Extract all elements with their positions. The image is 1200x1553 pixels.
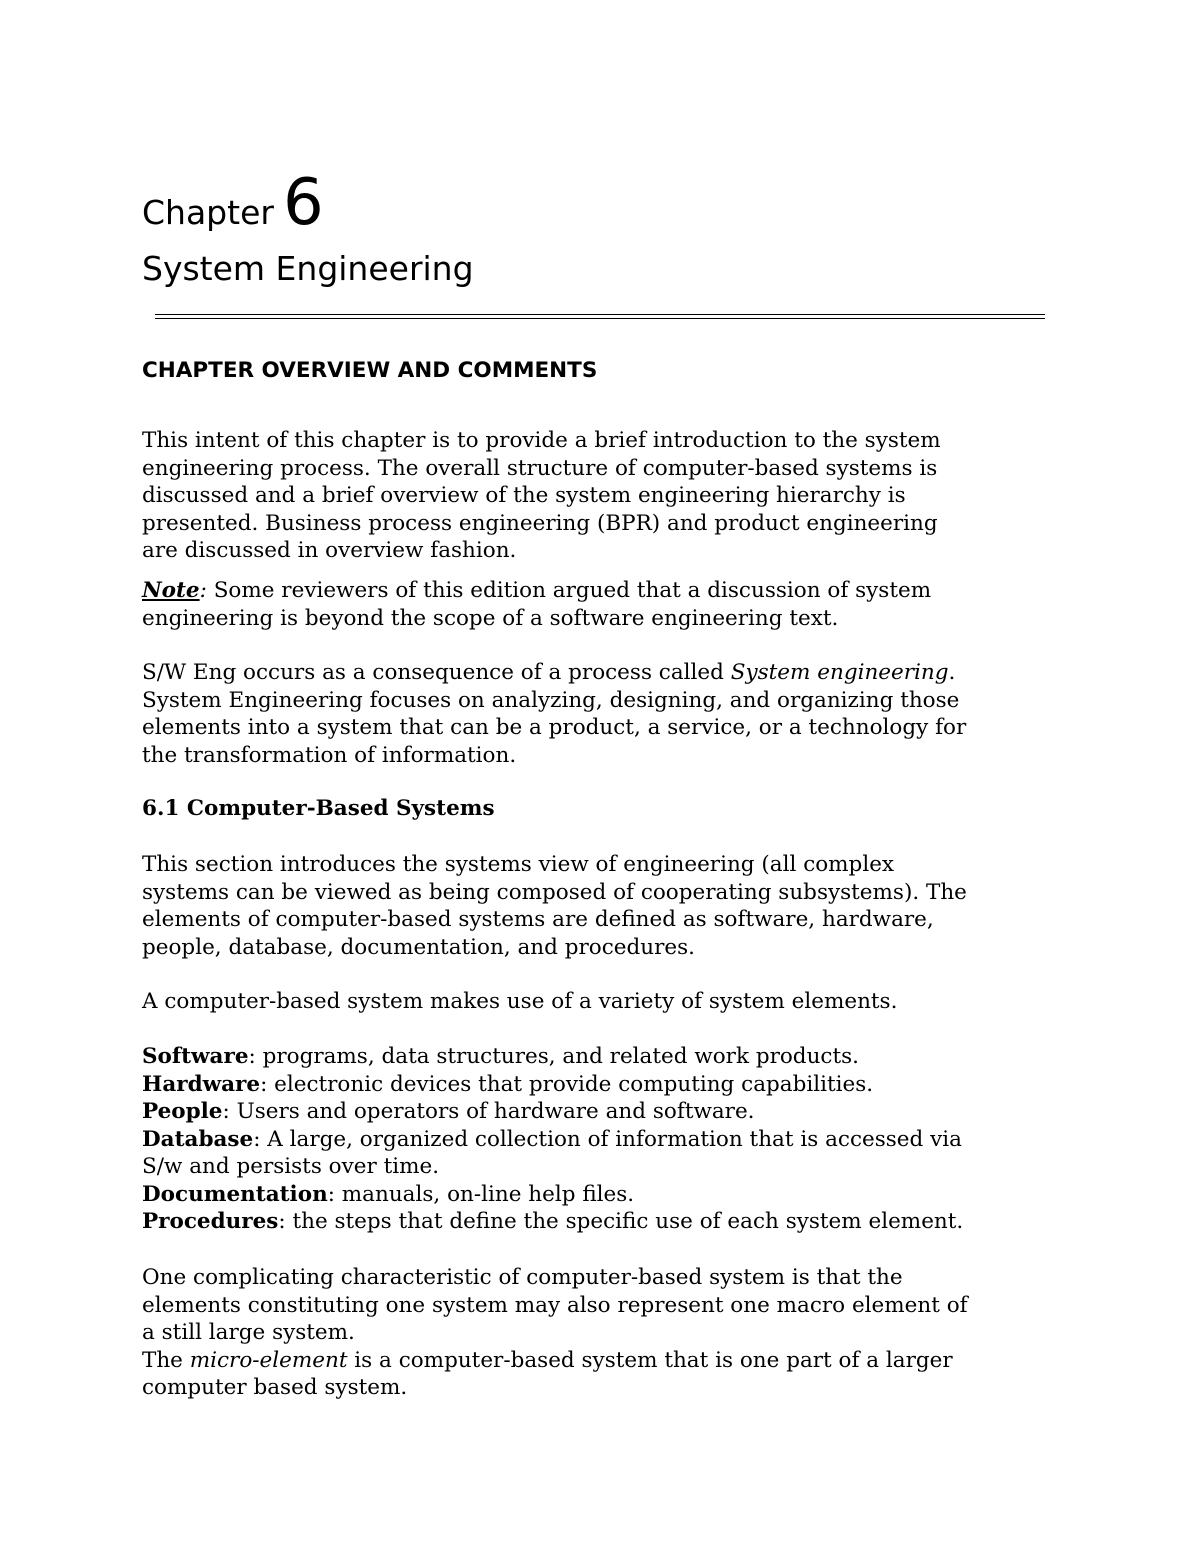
element-desc: : the steps that define the specific use of each system element. bbox=[278, 1209, 964, 1234]
note-paragraph bbox=[142, 577, 1062, 632]
element-desc: : programs, data structures, and related work products. bbox=[248, 1044, 859, 1069]
section-intro-paragraph bbox=[142, 851, 1062, 961]
paragraph-line: discussed and a brief overview of the system engineering hierarchy is bbox=[142, 483, 906, 508]
section-heading: 6.1 Computer-Based Systems bbox=[142, 796, 495, 821]
note-colon: : bbox=[199, 578, 207, 603]
title-divider bbox=[155, 314, 1045, 319]
chapter-number: 6 bbox=[283, 166, 324, 240]
element-item-hardware bbox=[142, 1071, 1062, 1099]
element-desc: S/w and persists over time. bbox=[142, 1154, 440, 1179]
paragraph-line: System Engineering focuses on analyzing, designing, and organizing those bbox=[142, 687, 960, 713]
text-run: The bbox=[142, 1347, 190, 1373]
paragraph-line: computer based system. bbox=[142, 1375, 408, 1400]
paragraph-line: This intent of this chapter is to provide a brief introduction to the system bbox=[142, 428, 941, 453]
text-run: . bbox=[948, 660, 956, 685]
text-run: is a computer-based system that is one part of a larger bbox=[347, 1347, 953, 1373]
paragraph-line: a still large system. bbox=[142, 1320, 355, 1345]
element-item-database bbox=[142, 1126, 1062, 1154]
element-term: Procedures bbox=[142, 1209, 279, 1234]
note-label: Note bbox=[142, 578, 200, 603]
system-engineering-paragraph bbox=[142, 659, 1062, 769]
element-desc: : electronic devices that provide computing capabilities. bbox=[260, 1071, 874, 1097]
emphasis-text: micro-element bbox=[189, 1347, 348, 1373]
element-desc: : Users and operators of hardware and software. bbox=[222, 1099, 755, 1124]
paragraph-line: presented. Business process engineering (BPR) and product engineering bbox=[142, 510, 938, 536]
note-line bbox=[142, 577, 1062, 605]
overview-heading: CHAPTER OVERVIEW AND COMMENTS bbox=[142, 358, 598, 383]
element-term: Hardware bbox=[142, 1071, 261, 1097]
paragraph-line: One complicating characteristic of computer-based system is that the bbox=[142, 1265, 903, 1290]
overview-paragraph bbox=[142, 427, 1062, 565]
paragraph-line: elements of computer-based systems are defined as software, hardware, bbox=[142, 907, 934, 932]
element-desc: : A large, organized collection of information that is accessed via bbox=[253, 1126, 962, 1152]
paragraph-line: the transformation of information. bbox=[142, 742, 517, 768]
paragraph-line: people, database, documentation, and procedures. bbox=[142, 934, 695, 960]
paragraph-line: systems can be viewed as being composed of cooperating subsystems). The bbox=[142, 879, 967, 905]
text-run: S/W Eng occurs as a consequence of a process called bbox=[142, 660, 731, 685]
note-text: Some reviewers of this edition argued that a discussion of system bbox=[206, 578, 932, 603]
chapter-label bbox=[142, 166, 324, 240]
paragraph-line: elements into a system that can be a product, a service, or a technology for bbox=[142, 715, 967, 740]
element-item-procedures bbox=[142, 1208, 1062, 1236]
element-term: Database bbox=[142, 1126, 254, 1152]
paragraph-line bbox=[142, 659, 1062, 687]
element-item-software bbox=[142, 1043, 1062, 1071]
element-term: Documentation bbox=[142, 1181, 328, 1207]
paragraph-line: are discussed in overview fashion. bbox=[142, 538, 517, 563]
paragraph-line: elements constituting one system may also represent one macro element of bbox=[142, 1292, 968, 1318]
emphasis-text: System engineering bbox=[730, 660, 949, 685]
paragraph-line: engineering process. The overall structure of computer-based systems is bbox=[142, 455, 938, 481]
element-term: People bbox=[142, 1099, 223, 1124]
paragraph-line bbox=[142, 1347, 1062, 1375]
complicating-paragraph bbox=[142, 1264, 1062, 1402]
element-item-documentation bbox=[142, 1181, 1062, 1209]
elements-list bbox=[142, 1043, 1062, 1236]
chapter-word: Chapter bbox=[142, 193, 274, 232]
element-term: Software bbox=[142, 1044, 249, 1069]
paragraph-line: A computer-based system makes use of a variety of system elements. bbox=[142, 989, 898, 1014]
paragraph-line: engineering is beyond the scope of a software engineering text. bbox=[142, 605, 839, 631]
variety-paragraph bbox=[142, 988, 1062, 1016]
element-desc: : manuals, on-line help files. bbox=[327, 1181, 635, 1207]
paragraph-line: This section introduces the systems view of engineering (all complex bbox=[142, 852, 895, 877]
element-item-people bbox=[142, 1098, 1062, 1126]
chapter-title: System Engineering bbox=[142, 249, 474, 288]
element-item-database-cont bbox=[142, 1153, 1062, 1181]
